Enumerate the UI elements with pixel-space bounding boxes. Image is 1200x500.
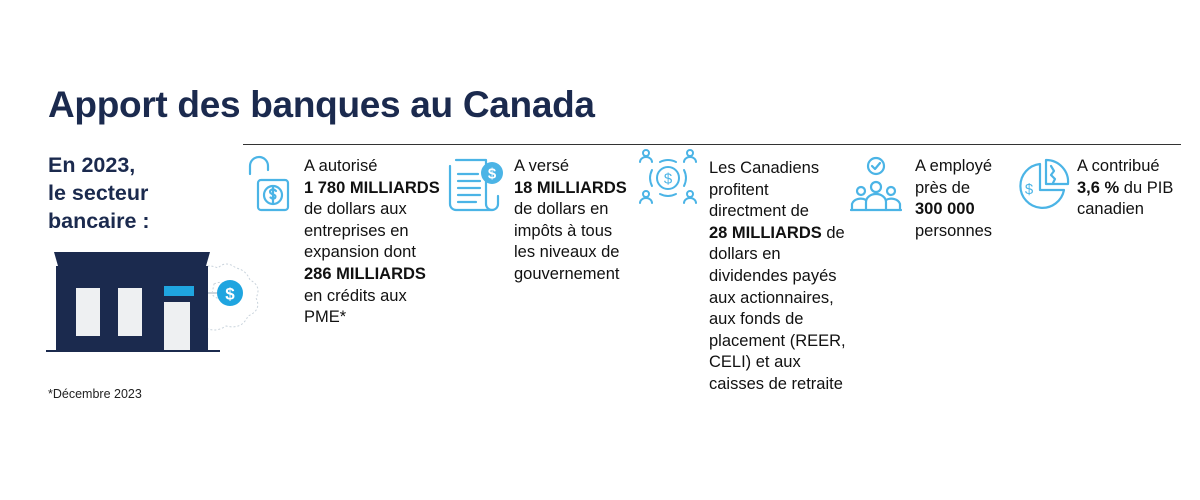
stat-text: en crédits aux [304,286,407,305]
page-title: Apport des banques au Canada [48,84,595,125]
stat-amount: 28 MILLIARDS [709,223,822,242]
stat-text: aux fonds de [709,310,804,329]
intro-line: En 2023, [48,153,136,177]
intro-heading [48,151,238,235]
stat-amount: 1 780 MILLIARDS [304,178,440,197]
svg-text:$: $ [663,170,673,188]
team-check-icon [850,156,902,214]
stat-gdp [1077,156,1173,221]
bank-window [76,288,100,336]
stat-text: aux actionnaires, [709,288,834,307]
stat-text: les niveaux de [514,243,620,262]
stat-text: de [821,223,845,242]
stat-text: profitent [709,180,769,199]
title-divider [243,144,1181,145]
stat-amount: 300 000 [915,200,975,219]
stat-text: A autorisé [304,157,378,175]
stat-text: entreprises en [304,221,409,240]
bank-window [118,288,142,336]
stat-text: gouvernement [514,264,620,283]
svg-text:$: $ [487,165,497,183]
stat-amount: 18 MILLIARDS [514,178,627,197]
stat-employment [915,156,992,242]
stat-text: dividendes payés [709,266,837,285]
stat-text: PME* [304,308,347,327]
stat-text: A employé [915,157,993,175]
stat-text: expansion dont [304,243,416,262]
stat-credit [304,156,440,329]
stat-text: canadien [1077,200,1144,219]
stat-amount: 286 MILLIARDS [304,264,426,283]
bank-roof [54,252,210,266]
stat-text: près de [915,178,971,197]
lock-dollar-icon [244,154,292,216]
bank-sign [164,286,194,296]
svg-text:$: $ [225,284,235,304]
svg-text:$: $ [1024,181,1034,198]
stat-text: caisses de retraite [709,374,843,393]
stat-amount: 3,6 % [1077,178,1120,197]
stat-text: Les Canadiens [709,159,820,177]
stat-text: A contribué [1077,157,1160,175]
people-dollar-icon [638,148,698,208]
intro-line: bancaire : [48,209,150,233]
bank-door [164,302,190,350]
stat-text: directment de [709,202,809,221]
stat-text: personnes [915,221,993,240]
pie-dollar-icon [1014,156,1072,214]
stat-text: du PIB [1119,178,1174,197]
stat-text: placement (REER, [709,331,846,350]
stat-text: de dollars en [514,200,609,219]
stat-text: CELI) et aux [709,353,801,372]
stat-text: de dollars aux [304,200,407,219]
stat-taxes [514,156,627,286]
stat-text: dollars en [709,245,781,264]
footnote: *Décembre 2023 [48,387,142,401]
stat-text: A versé [514,157,570,175]
bank-base [46,350,220,352]
stat-text: impôts à tous [514,221,613,240]
intro-line: le secteur [48,181,149,205]
bank-building-illustration [44,244,274,356]
stat-dividends [709,158,846,396]
document-dollar-icon [446,156,506,214]
